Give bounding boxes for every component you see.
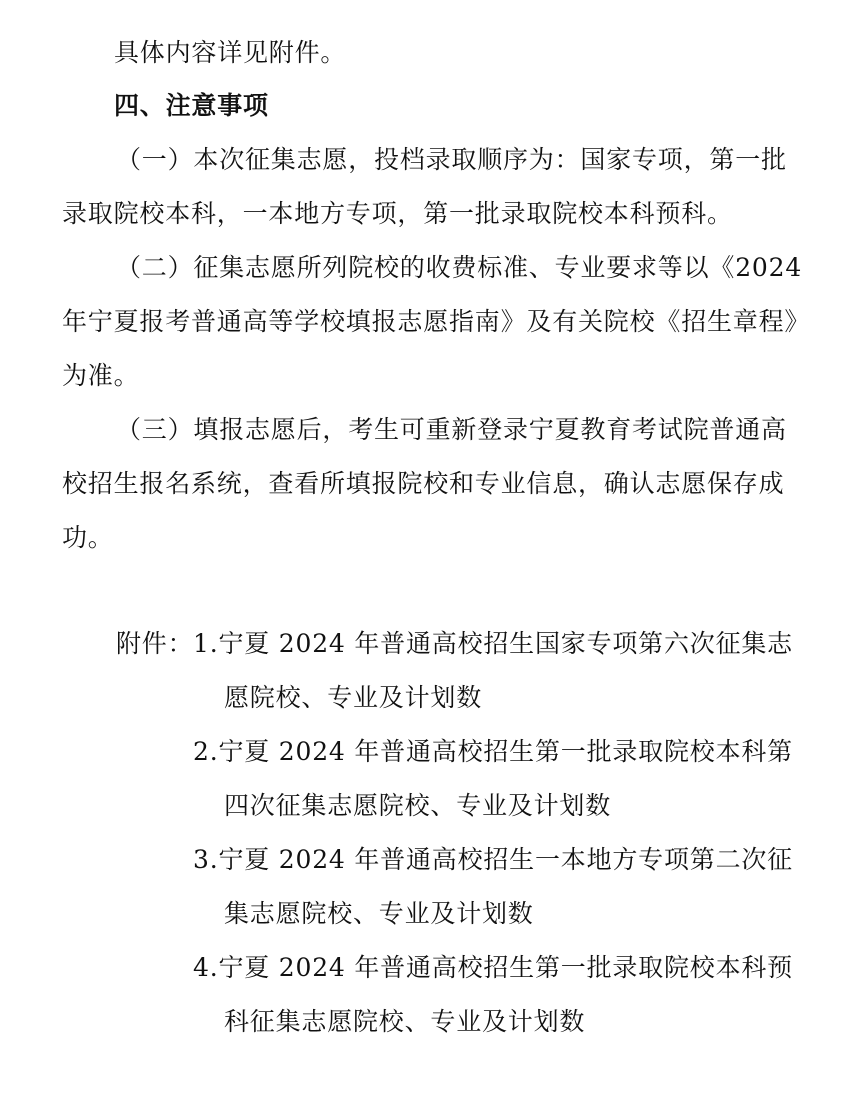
attachment-1-line-2 [224, 671, 482, 725]
note-3-line-3 [62, 511, 114, 565]
attachment-text: 4.宁夏 2024 年普通高校招生第一批录取院校本科预 [193, 953, 793, 982]
note-text: 功。 [62, 523, 114, 552]
note-1-line-1 [116, 133, 787, 187]
attachment-4-line-2 [224, 995, 585, 1049]
note-3-line-2 [62, 457, 784, 511]
attachment-2-line-1 [193, 725, 793, 779]
attachment-text: 四次征集志愿院校、专业及计划数 [224, 791, 612, 820]
attachment-text: 1.宁夏 2024 年普通高校招生国家专项第六次征集志 [193, 629, 793, 658]
section-heading-text: 四、注意事项 [114, 91, 269, 120]
note-text: 录取院校本科，一本地方专项，第一批录取院校本科预科。 [62, 199, 733, 228]
attachment-text: 科征集志愿院校、专业及计划数 [224, 1007, 586, 1036]
attachment-4-line-1 [193, 941, 793, 995]
section-heading [114, 79, 269, 133]
attachment-text: 愿院校、专业及计划数 [224, 683, 483, 712]
attachments-label [116, 617, 193, 671]
attachment-3-line-1 [193, 833, 793, 887]
note-text: 为准。 [62, 361, 140, 390]
note-text: 年宁夏报考普通高等学校填报志愿指南》及有关院校《招生章程》 [62, 307, 811, 336]
note-2-line-2 [62, 295, 810, 349]
note-text: 校招生报名系统，查看所填报院校和专业信息，确认志愿保存成 [62, 469, 785, 498]
note-1-line-2 [62, 187, 733, 241]
note-3-line-1 [116, 403, 787, 457]
attachment-text: 3.宁夏 2024 年普通高校招生一本地方专项第二次征 [193, 845, 793, 874]
body-paragraph [114, 26, 346, 80]
attachment-2-line-2 [224, 779, 611, 833]
attachment-text: 集志愿院校、专业及计划数 [224, 899, 534, 928]
note-2-line-1 [116, 241, 802, 295]
note-text: （三）填报志愿后，考生可重新登录宁夏教育考试院普通高 [116, 415, 787, 444]
attachment-text: 2.宁夏 2024 年普通高校招生第一批录取院校本科第 [193, 737, 793, 766]
note-2-line-3 [62, 349, 139, 403]
note-text: （二）征集志愿所列院校的收费标准、专业要求等以《2024 [116, 253, 803, 282]
note-text: （一）本次征集志愿，投档录取顺序为：国家专项，第一批 [116, 145, 787, 174]
attachments-label-text: 附件： [116, 629, 194, 658]
attachment-3-line-2 [224, 887, 534, 941]
attachment-1-line-1 [193, 617, 793, 671]
paragraph-text: 具体内容详见附件。 [114, 38, 347, 67]
